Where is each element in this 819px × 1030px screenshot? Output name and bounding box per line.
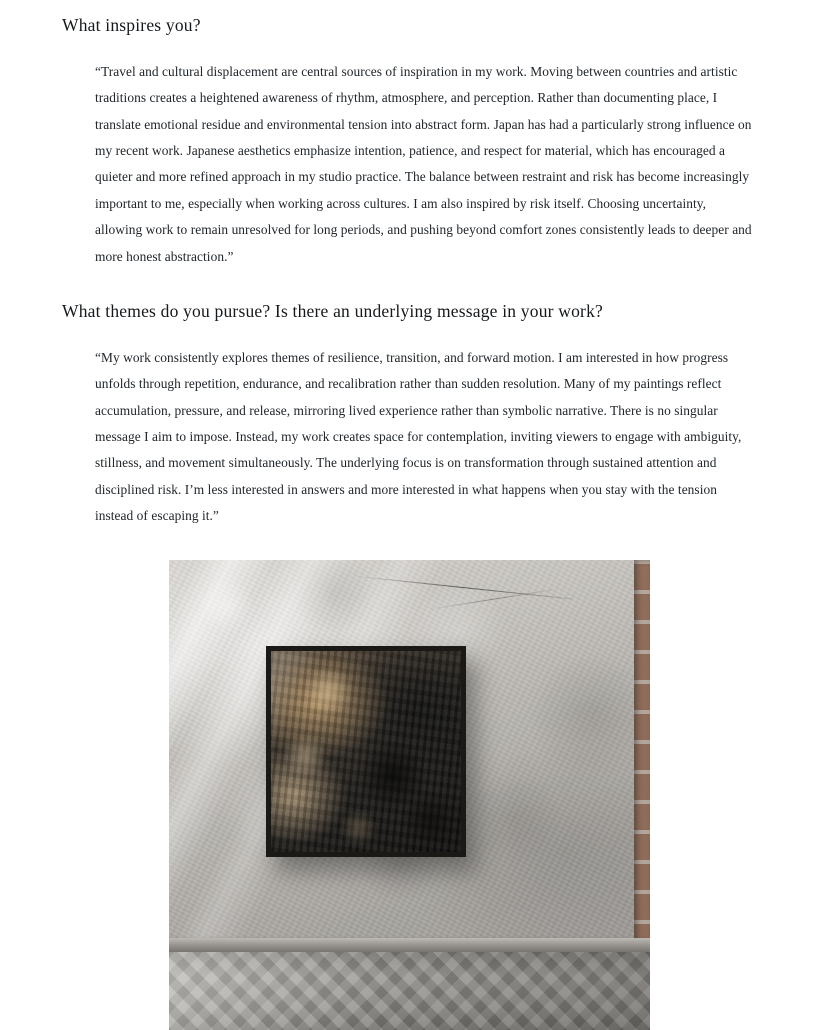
exposed-brick-edge (634, 560, 650, 950)
abstract-painting (271, 651, 461, 853)
painting-light-sheen (271, 651, 461, 853)
gallery-photograph (169, 560, 650, 1030)
answer-paragraph-themes: “My work consistently explores themes of resilience, transition, and forward motion. I am interested in how progress unfolds through repetition, endurance, and recalibration rather than sudden resolution. Many of my paintings reflect accumulation, pressure, and release, mirroring lived experience rather than symbolic narrative. There is no singular message I aim to impose. Instead, my work creates space for contemplation, inviting viewers to engage with ambiguity, stillness, and movement simultaneously. The underlying focus is on transformation through sustained attention and disciplined risk. I’m less interested in answers and more interested in what happens when you stay with the tension instead of escaping it.” (95, 349, 742, 524)
answer-paragraph-inspiration: “Travel and cultural displacement are central sources of inspiration in my work. Moving between countries and artistic traditions creates a heightened awareness of rhythm, atmosphere, and perception. Rather than documenting place, I translate emotional residue and environmental tension into abstract form. Japan has had a particularly strong influence on my recent work. Japanese aesthetics emphasize intention, patience, and respect for material, which has encouraged a quieter and more refined approach in my studio practice. The balance between restraint and risk has become increasingly important to me, especially when working across cultures. I am also inspired by risk itself. Choosing uncertainty, allowing work to remain unresolved for long periods, and pushing beyond comfort zones consistently leads to deeper and more honest abstraction.” (95, 63, 752, 264)
framed-artwork (266, 646, 466, 858)
question-heading-themes: What themes do you pursue? Is there an underlying message in your work? (62, 301, 603, 321)
herringbone-floor (169, 952, 650, 1030)
question-heading-inspiration: What inspires you? (62, 15, 201, 35)
figure-container (62, 560, 757, 1030)
floor-shading (169, 952, 650, 1030)
